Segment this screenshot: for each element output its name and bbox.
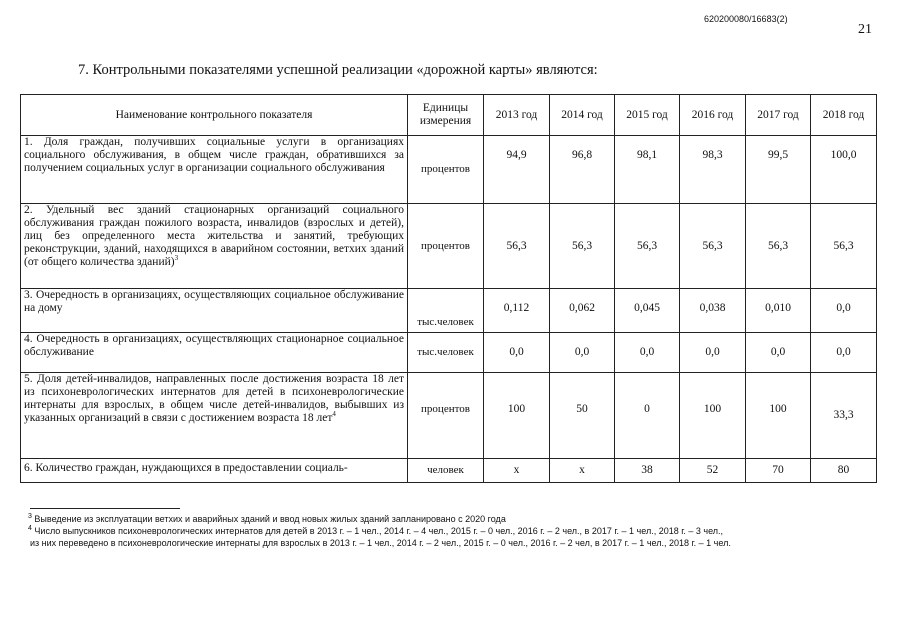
value-cell: 0,045 [615, 289, 680, 333]
indicator-text: 6. Количество граждан, нуждающихся в предоставлении социаль- [24, 462, 348, 474]
indicator-text: 1. Доля граждан, получивших социальные услуги в организациях социального обслуживания, в общем числе граждан, обратившихся за получением социальных услуг в организации социального обслуживания [24, 136, 404, 174]
unit-cell: процентов [408, 373, 484, 459]
column-header: Наименование контрольного показателя [21, 95, 408, 136]
indicator-name [21, 204, 408, 289]
section-heading: 7. Контрольными показателями успешной реализации «дорожной карты» являются: [78, 62, 598, 78]
table-row [21, 136, 877, 204]
value-cell: 100 [680, 373, 746, 459]
document-id: 620200080/16683(2) [704, 14, 788, 24]
footnote-mark: 3 [28, 513, 32, 520]
column-header: 2014 год [550, 95, 615, 136]
indicator-text: 2. Удельный вес зданий стационарных организаций социального обслуживания граждан пожилого возраста, инвалидов (взрослых и детей), лиц без определенного места жительства и занятий, требующих реконструкции, зданий, находящихся в аварийном состоянии, ветхих зданий (от общего количества зданий) [24, 204, 404, 268]
value-cell: 33,3 [811, 373, 877, 459]
table-header-row [21, 95, 877, 136]
value-cell: 56,3 [615, 204, 680, 289]
indicator-name [21, 333, 408, 373]
footnote-4-continuation: из них переведено в психоневрологические интернаты для взрослых в 2013 г. – 1 чел., 2014 г. – 2 чел., 2015 г. – 0 чел., 2016 г. – 2 чел, в 2017 г. – 1 чел., 2018 г. – 1 чел. [30, 538, 731, 548]
value-cell: 80 [811, 459, 877, 483]
value-cell: 96,8 [550, 136, 615, 204]
column-header: 2017 год [746, 95, 811, 136]
value-cell: 100 [484, 373, 550, 459]
value-cell: 56,3 [680, 204, 746, 289]
indicator-text: 3. Очередность в организациях, осуществляющих социальное обслуживание на дому [24, 289, 404, 314]
value-cell: 0,0 [811, 289, 877, 333]
table-row [21, 333, 877, 373]
page-number: 21 [858, 22, 872, 37]
unit-cell: человек [408, 459, 484, 483]
value-cell: 56,3 [550, 204, 615, 289]
value-cell: 0,038 [680, 289, 746, 333]
value-cell: 56,3 [811, 204, 877, 289]
column-header: 2013 год [484, 95, 550, 136]
value-cell: 38 [615, 459, 680, 483]
value-cell: 0,0 [484, 333, 550, 373]
table-row [21, 459, 877, 483]
indicator-text: 4. Очередность в организациях, осуществляющих стационарное социальное обслуживание [24, 333, 404, 358]
value-cell: 56,3 [746, 204, 811, 289]
footnote-mark: 4 [28, 525, 32, 532]
indicator-name [21, 289, 408, 333]
value-cell: 0 [615, 373, 680, 459]
footnote-mark: 4 [332, 410, 336, 419]
indicator-name [21, 373, 408, 459]
column-header: 2016 год [680, 95, 746, 136]
footnote-separator [30, 508, 180, 509]
value-cell: 0,0 [811, 333, 877, 373]
indicators-table [20, 94, 877, 483]
unit-cell: тыс.человек [408, 333, 484, 373]
unit-cell: тыс.человек [408, 289, 484, 333]
value-cell: 0,062 [550, 289, 615, 333]
value-cell: 70 [746, 459, 811, 483]
value-cell: 98,1 [615, 136, 680, 204]
value-cell: 52 [680, 459, 746, 483]
value-cell: 99,5 [746, 136, 811, 204]
value-cell: 94,9 [484, 136, 550, 204]
footnote-4 [28, 526, 723, 537]
indicator-name [21, 136, 408, 204]
column-header: Единицы измерения [408, 95, 484, 136]
indicator-name [21, 459, 408, 483]
table-row [21, 204, 877, 289]
value-cell: х [550, 459, 615, 483]
footnote-text: Число выпускников психоневрологических интернатов для детей в 2013 г. – 1 чел., 2014 г. – 4 чел., 2015 г. – 0 чел., 2016 г. – 2 чел., в 2017 г. – 1 чел., 2018 г. – 3 чел., [34, 526, 724, 536]
value-cell: х [484, 459, 550, 483]
unit-cell: процентов [408, 204, 484, 289]
column-header: 2015 год [615, 95, 680, 136]
value-cell: 100,0 [811, 136, 877, 204]
value-cell: 0,0 [680, 333, 746, 373]
value-cell: 98,3 [680, 136, 746, 204]
value-cell: 100 [746, 373, 811, 459]
value-cell: 0,0 [746, 333, 811, 373]
unit-cell: процентов [408, 136, 484, 204]
value-cell: 0,010 [746, 289, 811, 333]
value-cell: 0,0 [550, 333, 615, 373]
indicator-text: 5. Доля детей-инвалидов, направленных после достижения возраста 18 лет из психоневрологических интернатов для детей в психоневрологические интернаты для взрослых, в общем числе детей-инвалидов, выбывших из указанных организаций в связи с достижением возраста 18 лет [24, 373, 404, 424]
value-cell: 50 [550, 373, 615, 459]
column-header: 2018 год [811, 95, 877, 136]
table-row [21, 289, 877, 333]
value-cell: 0,112 [484, 289, 550, 333]
footnote-text: Выведение из эксплуатации ветхих и аварийных зданий и ввод новых жилых зданий запланировано с 2020 года [34, 514, 506, 524]
value-cell: 56,3 [484, 204, 550, 289]
value-cell: 0,0 [615, 333, 680, 373]
footnote-mark: 3 [174, 254, 179, 263]
footnote-3 [28, 514, 506, 525]
table-row [21, 373, 877, 459]
